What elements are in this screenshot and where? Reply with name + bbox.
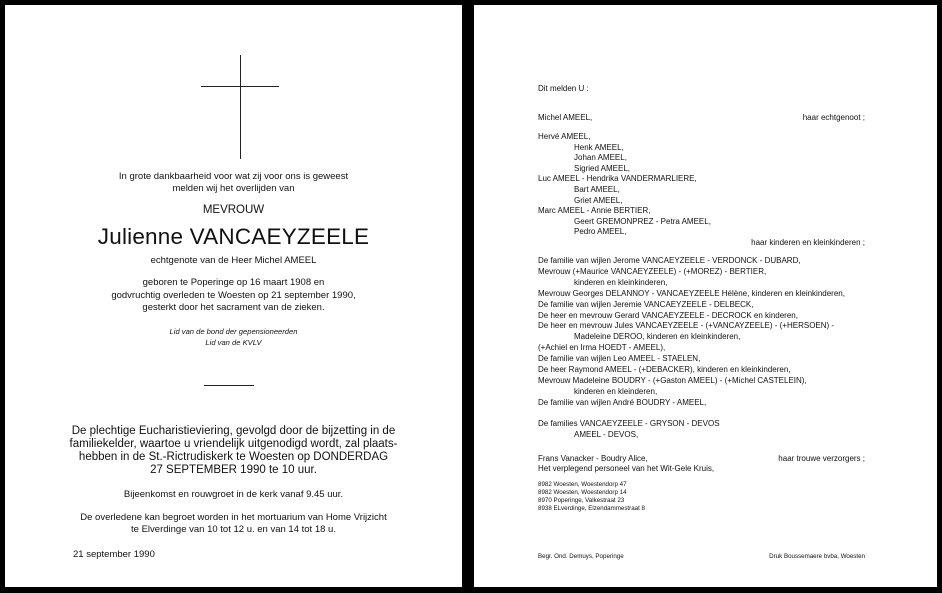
cross-icon-vertical <box>240 55 241 159</box>
list-item: (+Achiel en Irma HOEDT - AMEEL), <box>538 343 666 353</box>
notice-date: 21 september 1990 <box>73 549 155 560</box>
membership-1: Lid van de bond der gepensioneerden <box>169 327 298 336</box>
viewing-line-1: De overledene kan begroet worden in het mortuarium van Home Vrijzicht <box>80 512 387 523</box>
list-item: Luc AMEEL - Hendrika VANDERMARLIERE, <box>538 174 697 184</box>
carer-line-1: Frans Vanacker - Boudry Alice, <box>538 454 648 463</box>
address-1: 8982 Woesten, Woestendorp 47 <box>538 481 627 488</box>
list-item: kinderen en kleinderen, <box>574 386 658 396</box>
footer-printer: Druk Boussemaere bvba, Woesten <box>769 553 865 560</box>
list-item: De familie van wijlen Jerome VANCAEYZEELE - VERDONCK - DUBARD, <box>538 256 801 265</box>
right-page <box>474 5 937 587</box>
list-item: De familie van wijlen André BOUDRY - AMEEL, <box>538 397 707 407</box>
address-4: 8938 ELverdinge, Elzendammestraat 8 <box>538 505 645 512</box>
list-item: Marc AMEEL - Annie BERTIER, <box>538 206 651 216</box>
carers-role: haar trouwe verzorgers ; <box>778 454 865 463</box>
list-item: Hervé AMEEL, <box>538 132 591 141</box>
list-item: De heer en mevrouw Gerard VANCAEYZEELE - DECROCK en kinderen, <box>538 310 798 320</box>
spouse-line: echtgenote van de Heer Michel AMEEL <box>150 255 317 266</box>
list-item: AMEEL - DEVOS, <box>574 430 639 439</box>
list-item: Bart AMEEL, <box>574 185 620 194</box>
list-item: De heer en mevrouw Jules VANCAEYZEELE - (+VANCAYZEELE) - (+HERSOEN) - <box>538 321 835 331</box>
list-item: Johan AMEEL, <box>574 153 627 163</box>
list-item: Sigried AMEEL, <box>574 163 631 173</box>
list-item: De familie van wijlen Jeremie VANCAEYZEELE - DELBECK, <box>538 299 754 309</box>
service-line-1: De plechtige Eucharistieviering, gevolgd door de bijzetting in de <box>71 425 396 437</box>
header: Dit melden U : <box>538 84 589 93</box>
list-item: Madeleine DEROO, kinderen en kleinkinderen, <box>574 332 741 342</box>
list-item: kinderen en kleinkinderen, <box>574 277 668 287</box>
list-item: De families VANCAEYZEELE - GRYSON - DEVOS <box>538 419 720 428</box>
list-item: Mevrouw (+Maurice VANCAEYZEELE) - (+MOREZ) - BERTIER, <box>538 266 767 276</box>
life-line-2: godvruchtig overleden te Woesten op 21 september 1990, <box>111 290 356 301</box>
title: MEVROUW <box>202 204 265 216</box>
list-item: Mevrouw Georges DELANNOY - VANCAEYZEELE Hélène, kinderen en kleinkinderen, <box>538 288 845 298</box>
gathering: Bijeenkomst en rouwgroet in de kerk vanaf 9.45 uur. <box>123 489 344 500</box>
life-line-3: gesterkt door het sacrament van de zieken. <box>142 302 325 313</box>
intro-line-2: melden wij het overlijden van <box>172 183 295 194</box>
service-line-2: familiekelder, waartoe u vriendelijk uitgenodigd wordt, zal plaats- <box>69 438 398 450</box>
address-2: 8982 Woesten, Woestendorp 14 <box>538 489 627 496</box>
list-item: Mevrouw Madeleine BOUDRY - (+Gaston AMEEL) - (+Michel CASTELEIN), <box>538 375 807 385</box>
list-item: De familie van wijlen Leo AMEEL - STAELEN, <box>538 354 701 364</box>
left-page <box>5 5 462 587</box>
spouse-role: haar echtgenoot ; <box>802 113 865 122</box>
list-item: Henk AMEEL, <box>574 142 624 152</box>
deceased-name: Julienne VANCAEYZEELE <box>97 224 370 249</box>
list-item: Griet AMEEL, <box>574 195 623 205</box>
service-line-4: 27 SEPTEMBER 1990 te 10 uur. <box>150 464 317 476</box>
list-item: Geert GREMONPREZ - Petra AMEEL, <box>574 216 711 226</box>
list-item: De heer Raymond AMEEL - (+DEBACKER), kinderen en kleinkinderen, <box>538 365 791 374</box>
cross-icon-horizontal <box>201 86 279 87</box>
children-role: haar kinderen en kleinkinderen ; <box>751 238 865 247</box>
separator-line <box>204 385 254 386</box>
footer-undertaker: Begr. Ond. Demuys, Poperinge <box>538 553 624 560</box>
intro-line-1: In grote dankbaarheid voor wat zij voor ons is geweest <box>118 171 349 182</box>
list-item: Pedro AMEEL, <box>574 227 627 237</box>
spouse-name: Michel AMEEL, <box>538 113 593 122</box>
viewing-line-2: te Elverdinge van 10 tot 12 u. en van 14 tot 18 u. <box>131 524 336 535</box>
life-line-1: geboren te Poperinge op 16 maart 1908 en <box>142 277 325 288</box>
carer-line-2: Het verplegend personeel van het Wit-Gele Kruis, <box>538 464 715 473</box>
address-3: 8970 Poperinge, Valkestraat 23 <box>538 497 625 504</box>
membership-2: Lid van de KVLV <box>205 338 262 347</box>
service-line-3: hebben in de St.-Rictrudiskerk te Woesten op DONDERDAG <box>78 451 389 463</box>
